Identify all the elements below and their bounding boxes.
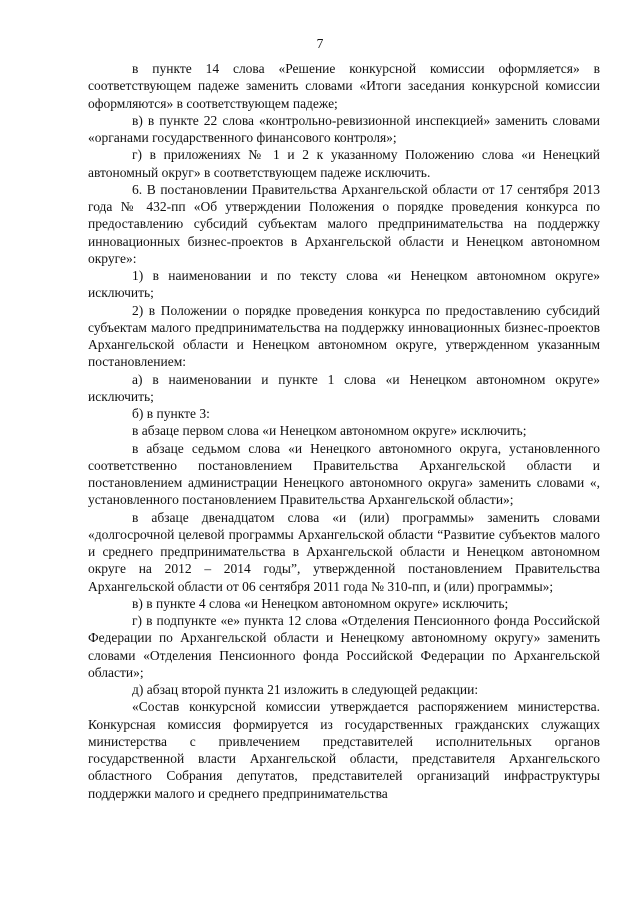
document-body [88, 60, 600, 802]
paragraph: г) в приложениях № 1 и 2 к указанному Положению слова «и Ненецкий автономный округ» в соответствующем падеже исключить. [88, 147, 600, 180]
paragraph: 1) в наименовании и по тексту слова «и Ненецком автономном округе» исключить; [88, 268, 600, 301]
paragraph: в) в пункте 4 слова «и Ненецком автономном округе» исключить; [132, 595, 509, 611]
paragraph: 6. В постановлении Правительства Архангельской области от 17 сентября 2013 года № 432-пп «Об утверждении Положения о порядке проведения конкурса по предоставлению субсидий субъектам малого предпринимательства на поддержку инновационных бизнес-проектов в Архангельской области и Ненецком автономном округе»: [88, 181, 600, 266]
paragraph: а) в наименовании и пункте 1 слова «и Ненецком автономном округе» исключить; [88, 371, 600, 404]
paragraph: «Состав конкурсной комиссии утверждается распоряжением министерства. Конкурсная комиссия формируется из государственных гражданских служащих министерства с привлечением представителей исполнительных органов государственной власти Архангельской области, представителя Архангельского областного Собрания депутатов, представителей организаций инфраструктуры поддержки малого и среднего предпринимательства [88, 699, 600, 801]
paragraph: г) в подпункте «е» пункта 12 слова «Отделения Пенсионного фонда Российской Федерации по Архангельской области и Ненецкому автономному округу» заменить словами «Отделения Пенсионного фонда Российской Федерации по Архангельской области»; [88, 613, 600, 680]
page-number: 7 [316, 36, 324, 51]
paragraph: д) абзац второй пункта 21 изложить в следующей редакции: [132, 682, 479, 697]
paragraph: в абзаце двенадцатом слова «и (или) программы» заменить словами «долгосрочной целевой программы Архангельской области “Развитие субъектов малого и среднего предпринимательства в Архангельской области и Ненецком автономном округе на 2012 – 2014 годы”, утвержденной постановлением Правительства Архангельской области от 06 сентября 2011 года № 310-пп, и (или) программы»; [88, 509, 600, 594]
paragraph: в абзаце седьмом слова «и Ненецкого автономного округа, установленного соответственно постановлением Правительства Архангельской области и постановлением администрации Ненецкого автономного округа» заменить словами «, установленного постановлением Правительства Архангельской области»; [88, 440, 600, 508]
paragraph: в) в пункте 22 слова «контрольно-ревизионной инспекцией» заменить словами «органами государственного финансового контроля»; [88, 112, 600, 145]
paragraph: в абзаце первом слова «и Ненецком автономном округе» исключить; [132, 423, 527, 439]
paragraph: в пункте 14 слова «Решение конкурсной комиссии оформляется» в соответствующем падеже заменить словами «Итоги заседания конкурсной комиссии оформляются» в соответствующем падеже; [88, 61, 600, 111]
paragraph: 2) в Положении о порядке проведения конкурса по предоставлению субсидий субъектам малого предпринимательства на поддержку инновационных бизнес-проектов Архангельской области и Ненецком автономном округе, утвержденном указанным постановлением: [88, 302, 600, 370]
paragraph: б) в пункте 3: [132, 406, 210, 421]
